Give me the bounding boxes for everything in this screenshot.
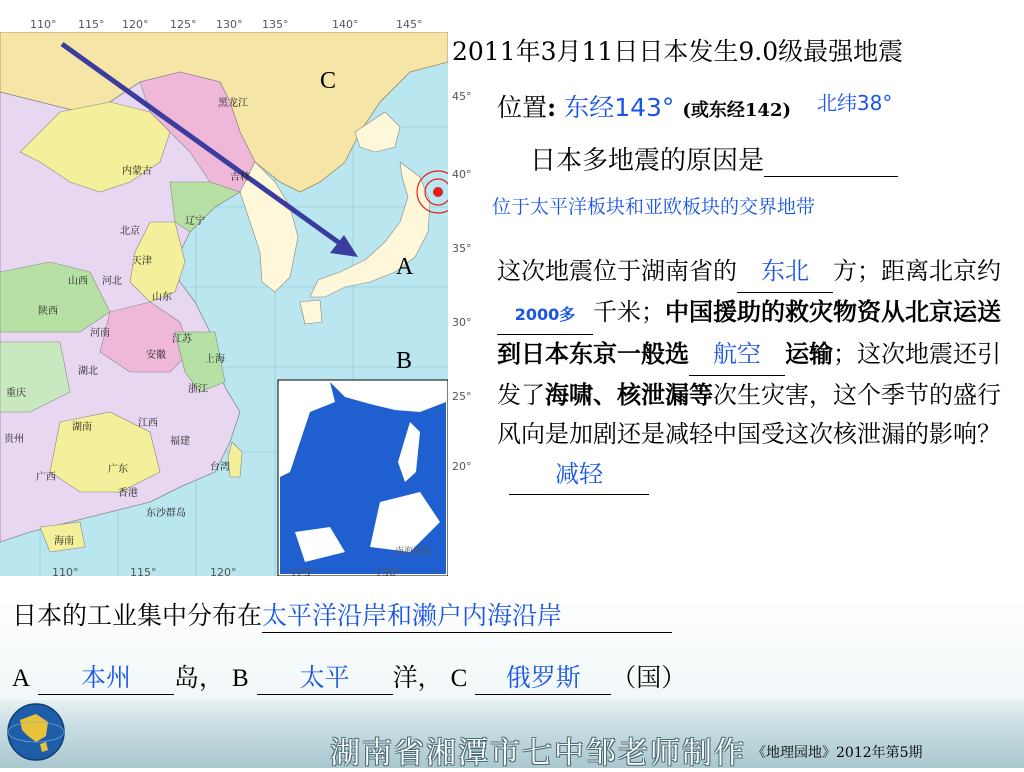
province-label: 黑龙江 [218,98,248,109]
province-label: 重庆 [6,388,26,399]
province-label: 天津 [132,256,152,267]
suffix-a: 岛， [174,663,225,692]
abc-question [12,658,686,695]
lat-tick: 25° [452,390,472,403]
reason-question-text: 日本多地震的原因是 [530,146,765,176]
label-b: B [231,665,249,692]
lat-tick: 35° [452,242,472,255]
province-label: 浙江 [188,384,208,395]
longitude-alt: (或东经142) [682,100,791,121]
answer-b: 太平 [257,658,393,695]
suffix-b: 洋， [392,663,443,692]
province-label: 广东 [108,464,128,475]
para-bold-text: 运输 [785,340,833,368]
lat-tick: 40° [452,168,472,181]
lon-tick: 125° [170,18,197,31]
answer-blank [764,146,898,177]
province-label: 贵州 [4,434,24,445]
location-line [497,88,892,124]
footer-title: 湖南省湘潭市七中邹老师制作 [330,736,746,771]
transport-answer: 航空 [689,335,785,376]
province-label: 江西 [138,418,158,429]
location-colon: : [547,93,557,122]
lon-tick-bottom: 110° [52,566,79,579]
para-text: 方；距离北京约 [833,257,1001,285]
distance-answer: 2000多 [497,295,593,336]
lon-tick: 135° [262,18,289,31]
province-label: 吉林 [230,172,250,183]
para-text: 这次地震位于湖南省的 [497,257,737,285]
reason-question [530,140,898,177]
lon-tick: 145° [396,18,423,31]
lat-tick: 45° [452,90,472,103]
answer-a: 本州 [38,658,174,695]
map-graphic [0,32,448,576]
province-label: 北京 [120,226,140,237]
province-label: 上海 [205,354,225,365]
lon-tick: 140° [332,18,359,31]
province-label: 山东 [152,292,172,303]
lon-tick-bottom: 130° [375,566,402,579]
province-label: 湖北 [78,366,98,377]
latitude-answer: 北纬38° [816,91,893,115]
province-label: 台湾 [210,462,230,473]
province-label: 海南 [54,536,74,547]
province-label: 香港 [118,488,138,499]
lon-tick-bottom: 115° [130,566,157,579]
province-label: 内蒙古 [122,166,152,177]
industry-answer: 太平洋沿岸和濑户内海沿岸 [262,596,672,633]
map-label-c: C [320,68,337,94]
para-text: 次生灾害，这个季节的盛行风向是加剧还是减轻中国受这次核泄漏的影响？ [497,380,1001,448]
province-label: 山西 [68,276,88,287]
location-prefix: 位置 [497,93,548,122]
longitude-answer: 东经143° [564,93,675,122]
direction-answer: 东北 [737,252,833,293]
inset-label: 南海诸岛 [395,547,432,557]
lon-tick-bottom: 125° [290,566,317,579]
lat-tick: 20° [452,460,472,473]
province-label: 河南 [90,328,110,339]
province-label: 湖南 [72,422,92,433]
label-a: A [12,665,31,692]
industry-question [12,596,672,633]
question-paragraph [497,252,1007,495]
province-label: 安徽 [146,350,166,361]
province-label: 辽宁 [185,216,205,227]
wind-answer: 减轻 [509,455,649,496]
province-label: 东沙群岛 [146,508,186,519]
globe-icon [6,702,66,762]
para-text: 千米； [593,297,665,326]
lon-tick: 120° [122,18,149,31]
map-label-b: B [396,348,413,374]
map-label-a: A [396,254,414,280]
province-label: 福建 [170,436,190,447]
para-bold-text: 海啸、核泄漏等 [545,380,713,409]
answer-c: 俄罗斯 [475,658,611,695]
industry-question-text: 日本的工业集中分布在 [12,601,263,630]
para-bold-text: 中国援助的救灾物资从北京运送到日本东京一般选 [497,297,1001,368]
lon-tick: 115° [78,18,105,31]
lon-tick: 110° [30,18,57,31]
province-label: 广西 [36,472,56,483]
label-c: C [450,665,468,692]
province-label: 河北 [102,276,122,287]
suffix-c: （国） [611,663,687,692]
reason-answer: 位于太平洋板块和亚欧板块的交界地带 [492,196,816,218]
footer-source: 《地理园地》2012年第5期 [752,745,923,761]
lat-tick: 30° [452,316,472,329]
lon-tick: 130° [216,18,243,31]
slide-title: 2011年3月11日日本发生9.0级最强地震 [452,37,904,66]
province-label: 陕西 [38,306,58,317]
province-label: 江苏 [172,334,192,345]
lon-tick-bottom: 120° [210,566,237,579]
para-text: ；这次地震还引发了 [497,340,1001,409]
east-asia-map [0,18,448,579]
